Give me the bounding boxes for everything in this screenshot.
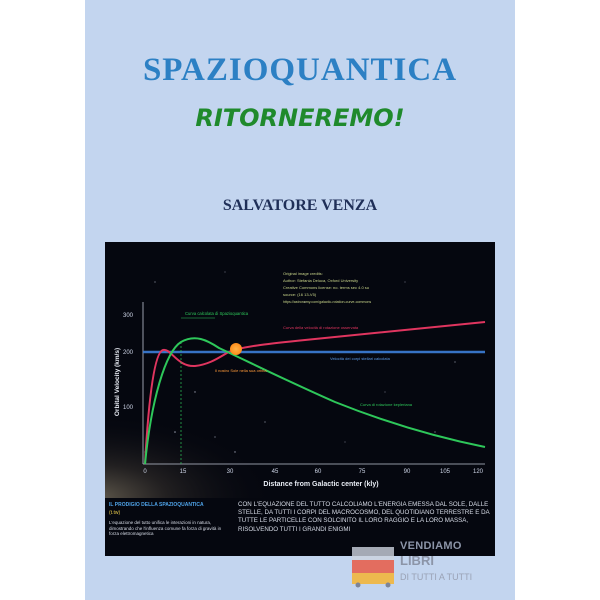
right-panel-body: CON L'EQUAZIONE DEL TUTTO CALCOLIAMO L'ENERGIA EMESSA DAL SOLE, DALLE STELLE, DA TUTTI I CORPI DEL MACROCOSMO, DEL QUOTIDIANO TERRESTRE E DA TUTTE LE PARTICELLE CON SOLCINITO IL LORO RAGGIO E LA LORO MASSA, RISOLVENDO TUTTI I GRANDI ENIGMI: [238, 501, 490, 533]
credit-line-2: Author: Stefania Deluca, Oxford University: [283, 278, 359, 283]
y-tick-100: 100: [122, 405, 133, 411]
x-axis-label: Distance from Galactic center (kly): [263, 481, 379, 488]
annotation-red: Curva della velocità di rotazione osservata: [283, 325, 359, 330]
credit-line-4: source: (16 13-V5): [283, 292, 317, 297]
x-tick-0: 0: [143, 469, 147, 475]
book-title: SPAZIOQUANTICA: [142, 52, 458, 88]
book-subtitle: RITORNEREMO!: [195, 104, 405, 132]
sun-marker: [230, 343, 242, 355]
left-panel-body: L'equazione del tutto unifica le interazioni in natura, dimostrando che l'influenza comune fa forza di gravità in forza elettromagnetica: [109, 520, 222, 536]
annotation-blue: Velocità dei corpi stellari calcolata: [330, 356, 390, 361]
credit-line-3: Creative Commons license: no. terms sec 4.0 su: [283, 285, 370, 290]
y-axis-label: Orbital Velocity (km/s): [114, 347, 121, 417]
watermark-line-1: VENDIAMO: [400, 540, 462, 552]
watermark-line-3: DI TUTTI A TUTTI: [400, 572, 473, 582]
left-panel-title: IL PRODIGIO DELLA SPAZIOQUANTICA: [109, 502, 204, 508]
annotation-orange: Il nostro Sole nella sua orbita: [215, 368, 267, 373]
rotation-curve-svg: [105, 242, 495, 498]
x-tick-45: 45: [271, 469, 279, 475]
book-cover: [85, 0, 515, 600]
y-tick-300: 300: [122, 313, 133, 319]
x-tick-120: 120: [472, 469, 484, 475]
x-tick-15: 15: [179, 469, 187, 475]
x-tick-60: 60: [314, 469, 322, 475]
x-tick-30: 30: [226, 469, 234, 475]
x-tick-90: 90: [403, 469, 411, 475]
credit-line-1: Original image credits:: [283, 271, 323, 276]
credit-url: https://astronomy.com/galactic-rotation-curve-commons: [283, 300, 372, 304]
annotation-green: Curva calcolata di Spazioquantica: [185, 311, 249, 316]
annotation-decline: Curva di rotazione kepleriana: [360, 402, 413, 407]
rotation-curve-figure: [105, 242, 495, 498]
book-author: SALVATORE VENZA: [222, 197, 378, 214]
x-tick-105: 105: [439, 469, 451, 475]
y-tick-200: 200: [122, 350, 133, 356]
watermark-line-2: LIBRI: [400, 553, 434, 568]
left-panel-sub: (t.tw): [109, 510, 121, 516]
x-tick-75: 75: [358, 469, 366, 475]
